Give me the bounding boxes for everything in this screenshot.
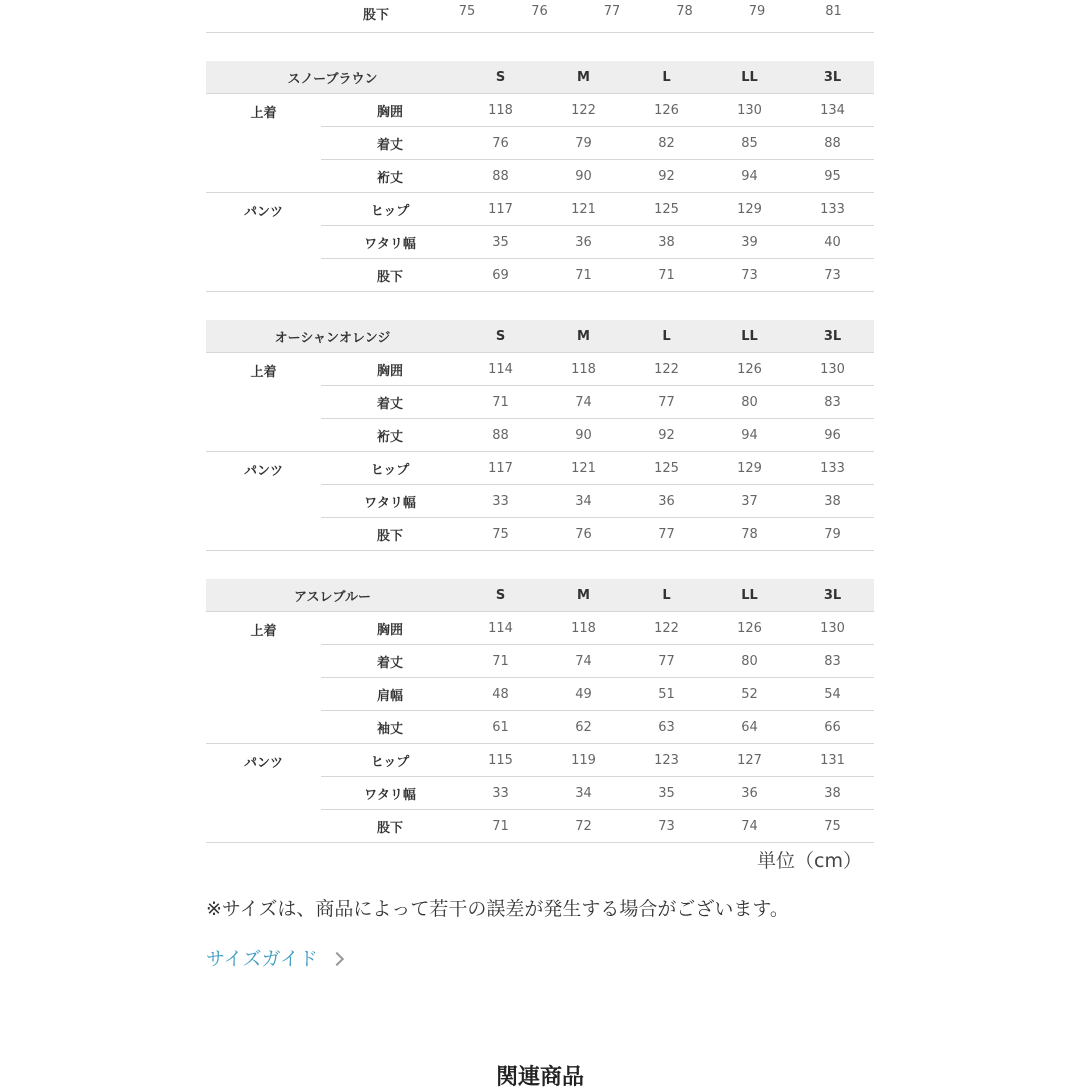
cell-value: 77 [625, 518, 708, 551]
table-header-row [206, 320, 874, 353]
cell-value: 71 [459, 386, 542, 419]
cell-value: 122 [625, 353, 708, 386]
table-row [206, 452, 874, 485]
category-label: 上着 [206, 353, 321, 452]
cell-value: 74 [542, 386, 625, 419]
cell-value: 78 [648, 0, 721, 33]
row-item-label: 着丈 [321, 386, 459, 419]
category-label: パンツ [206, 193, 321, 292]
cell-value: 34 [542, 777, 625, 810]
cell-value: 122 [542, 94, 625, 127]
table-row [206, 193, 874, 226]
chevron-right-icon [330, 952, 344, 966]
cell-value: 38 [791, 485, 874, 518]
cell-value: 94 [708, 419, 791, 452]
row-item-label: ワタリ幅 [321, 777, 459, 810]
size-header: S [459, 579, 542, 612]
cell-value: 36 [625, 485, 708, 518]
cell-value: 76 [459, 127, 542, 160]
cell-value: 77 [625, 645, 708, 678]
cell-value: 115 [459, 744, 542, 777]
cell-value: 130 [708, 94, 791, 127]
cell-value: 36 [542, 226, 625, 259]
cell-value: 71 [459, 645, 542, 678]
cell-value: 90 [542, 160, 625, 193]
cell-value: 49 [542, 678, 625, 711]
size-guide-label: サイズガイド [206, 948, 318, 970]
table-row [206, 94, 874, 127]
cell-value: 77 [576, 0, 648, 33]
cell-value: 35 [459, 226, 542, 259]
cell-value: 78 [708, 518, 791, 551]
color-name: アスレブルー [206, 579, 459, 612]
cell-value: 126 [708, 353, 791, 386]
cell-value: 51 [625, 678, 708, 711]
cell-value: 66 [791, 711, 874, 744]
size-header: LL [708, 579, 791, 612]
table-spacer [206, 33, 874, 61]
size-header: LL [708, 61, 791, 94]
cell-value: 119 [542, 744, 625, 777]
cell-value: 94 [708, 160, 791, 193]
cell-value: 73 [791, 259, 874, 292]
row-item-label: 胸囲 [321, 612, 459, 645]
cell-value: 72 [542, 810, 625, 843]
cell-value: 95 [791, 160, 874, 193]
size-header: S [459, 320, 542, 353]
cell-value: 80 [708, 645, 791, 678]
size-chart-container [206, 0, 874, 979]
row-item-label: ヒップ [321, 744, 459, 777]
cell-value: 33 [459, 777, 542, 810]
table-spacer [206, 292, 874, 320]
cell-value: 85 [708, 127, 791, 160]
cell-value: 75 [459, 518, 542, 551]
cell-value: 88 [459, 419, 542, 452]
cell-value: 37 [708, 485, 791, 518]
row-item-label: 股下 [321, 518, 459, 551]
cell-value: 130 [791, 612, 874, 645]
cell-value: 125 [625, 452, 708, 485]
cell-value: 90 [542, 419, 625, 452]
table-row [206, 0, 874, 33]
cell-value: 40 [791, 226, 874, 259]
cell-value: 79 [791, 518, 874, 551]
row-item-label: ワタリ幅 [321, 485, 459, 518]
row-item-label: 着丈 [321, 645, 459, 678]
cell-value: 117 [459, 452, 542, 485]
size-header: 3L [791, 320, 874, 353]
cell-value: 88 [459, 160, 542, 193]
cell-value: 82 [625, 127, 708, 160]
row-item-label: 裄丈 [321, 160, 459, 193]
size-guide-link[interactable] [206, 939, 342, 979]
size-tables [206, 33, 874, 843]
table-header-row [206, 579, 874, 612]
row-item-label: 肩幅 [321, 678, 459, 711]
size-header: S [459, 61, 542, 94]
cell-value: 34 [542, 485, 625, 518]
cell-value: 79 [542, 127, 625, 160]
cell-value: 88 [791, 127, 874, 160]
cell-value: 118 [542, 612, 625, 645]
row-item-label: 胸囲 [321, 353, 459, 386]
cell-value: 63 [625, 711, 708, 744]
cell-value: 74 [542, 645, 625, 678]
size-table-partial [206, 0, 874, 33]
cell-value: 35 [625, 777, 708, 810]
size-header: M [542, 579, 625, 612]
cell-value: 81 [793, 0, 874, 33]
row-item-label: 裄丈 [321, 419, 459, 452]
cell-value: 83 [791, 645, 874, 678]
cell-value: 133 [791, 193, 874, 226]
category-label: 上着 [206, 94, 321, 193]
cell-value: 122 [625, 612, 708, 645]
cell-value: 131 [791, 744, 874, 777]
cell-value: 127 [708, 744, 791, 777]
color-name: スノーブラウン [206, 61, 459, 94]
cell-value: 38 [791, 777, 874, 810]
size-header: L [625, 61, 708, 94]
row-item-label: 股下 [321, 810, 459, 843]
cell-value: 54 [791, 678, 874, 711]
cell-value: 117 [459, 193, 542, 226]
cell-value: 52 [708, 678, 791, 711]
cell-value: 80 [708, 386, 791, 419]
cell-value: 77 [625, 386, 708, 419]
cell-value: 76 [542, 518, 625, 551]
size-table [206, 579, 874, 843]
cell-value: 121 [542, 193, 625, 226]
category-label: パンツ [206, 452, 321, 551]
size-header: 3L [791, 579, 874, 612]
table-spacer [206, 551, 874, 579]
unit-label: 単位（cm） [757, 850, 862, 872]
cell-value: 96 [791, 419, 874, 452]
cell-value: 125 [625, 193, 708, 226]
cell-value: 75 [431, 0, 503, 33]
cell-value: 61 [459, 711, 542, 744]
row-item-label: 着丈 [321, 127, 459, 160]
cell-value: 33 [459, 485, 542, 518]
row-item-label: 胸囲 [321, 94, 459, 127]
cell-value: 73 [625, 810, 708, 843]
cell-value: 92 [625, 160, 708, 193]
table-row [206, 353, 874, 386]
cell-value: 39 [708, 226, 791, 259]
row-item-label: ワタリ幅 [321, 226, 459, 259]
size-header: L [625, 320, 708, 353]
size-header: L [625, 579, 708, 612]
cell-value: 62 [542, 711, 625, 744]
row-item-label: 股下 [321, 259, 459, 292]
cell-value: 79 [721, 0, 793, 33]
cell-value: 134 [791, 94, 874, 127]
cell-value: 126 [625, 94, 708, 127]
cell-value: 71 [625, 259, 708, 292]
size-header: LL [708, 320, 791, 353]
cell-value: 118 [459, 94, 542, 127]
cell-value: 38 [625, 226, 708, 259]
cell-value: 73 [708, 259, 791, 292]
size-table [206, 61, 874, 292]
category-label: パンツ [206, 744, 321, 843]
row-item-label: 袖丈 [321, 711, 459, 744]
cell-value: 123 [625, 744, 708, 777]
cell-value: 133 [791, 452, 874, 485]
cell-value: 36 [708, 777, 791, 810]
cell-value: 121 [542, 452, 625, 485]
cell-value: 92 [625, 419, 708, 452]
cell-value: 130 [791, 353, 874, 386]
cell-value: 129 [708, 193, 791, 226]
cell-value: 118 [542, 353, 625, 386]
table-row [206, 744, 874, 777]
size-header: 3L [791, 61, 874, 94]
size-header: M [542, 320, 625, 353]
cell-value: 48 [459, 678, 542, 711]
cell-value: 71 [459, 810, 542, 843]
related-products-heading: 関連商品 [495, 1065, 584, 1090]
cell-value: 69 [459, 259, 542, 292]
cell-value: 74 [708, 810, 791, 843]
table-row [206, 612, 874, 645]
category-label: 上着 [206, 612, 321, 744]
cell-value: 75 [791, 810, 874, 843]
cell-value: 126 [708, 612, 791, 645]
cell-value: 114 [459, 612, 542, 645]
size-note: ※サイズは、商品によって若干の誤差が発生する場合がございます。 [206, 898, 789, 920]
size-header: M [542, 61, 625, 94]
cell-value: 76 [503, 0, 576, 33]
size-table [206, 320, 874, 551]
row-item-label: 股下 [321, 0, 431, 33]
color-name: オーシャンオレンジ [206, 320, 459, 353]
table-header-row [206, 61, 874, 94]
cell-value: 64 [708, 711, 791, 744]
row-item-label: ヒップ [321, 193, 459, 226]
cell-value: 129 [708, 452, 791, 485]
cell-value: 114 [459, 353, 542, 386]
cell-value: 71 [542, 259, 625, 292]
cell-value: 83 [791, 386, 874, 419]
row-item-label: ヒップ [321, 452, 459, 485]
